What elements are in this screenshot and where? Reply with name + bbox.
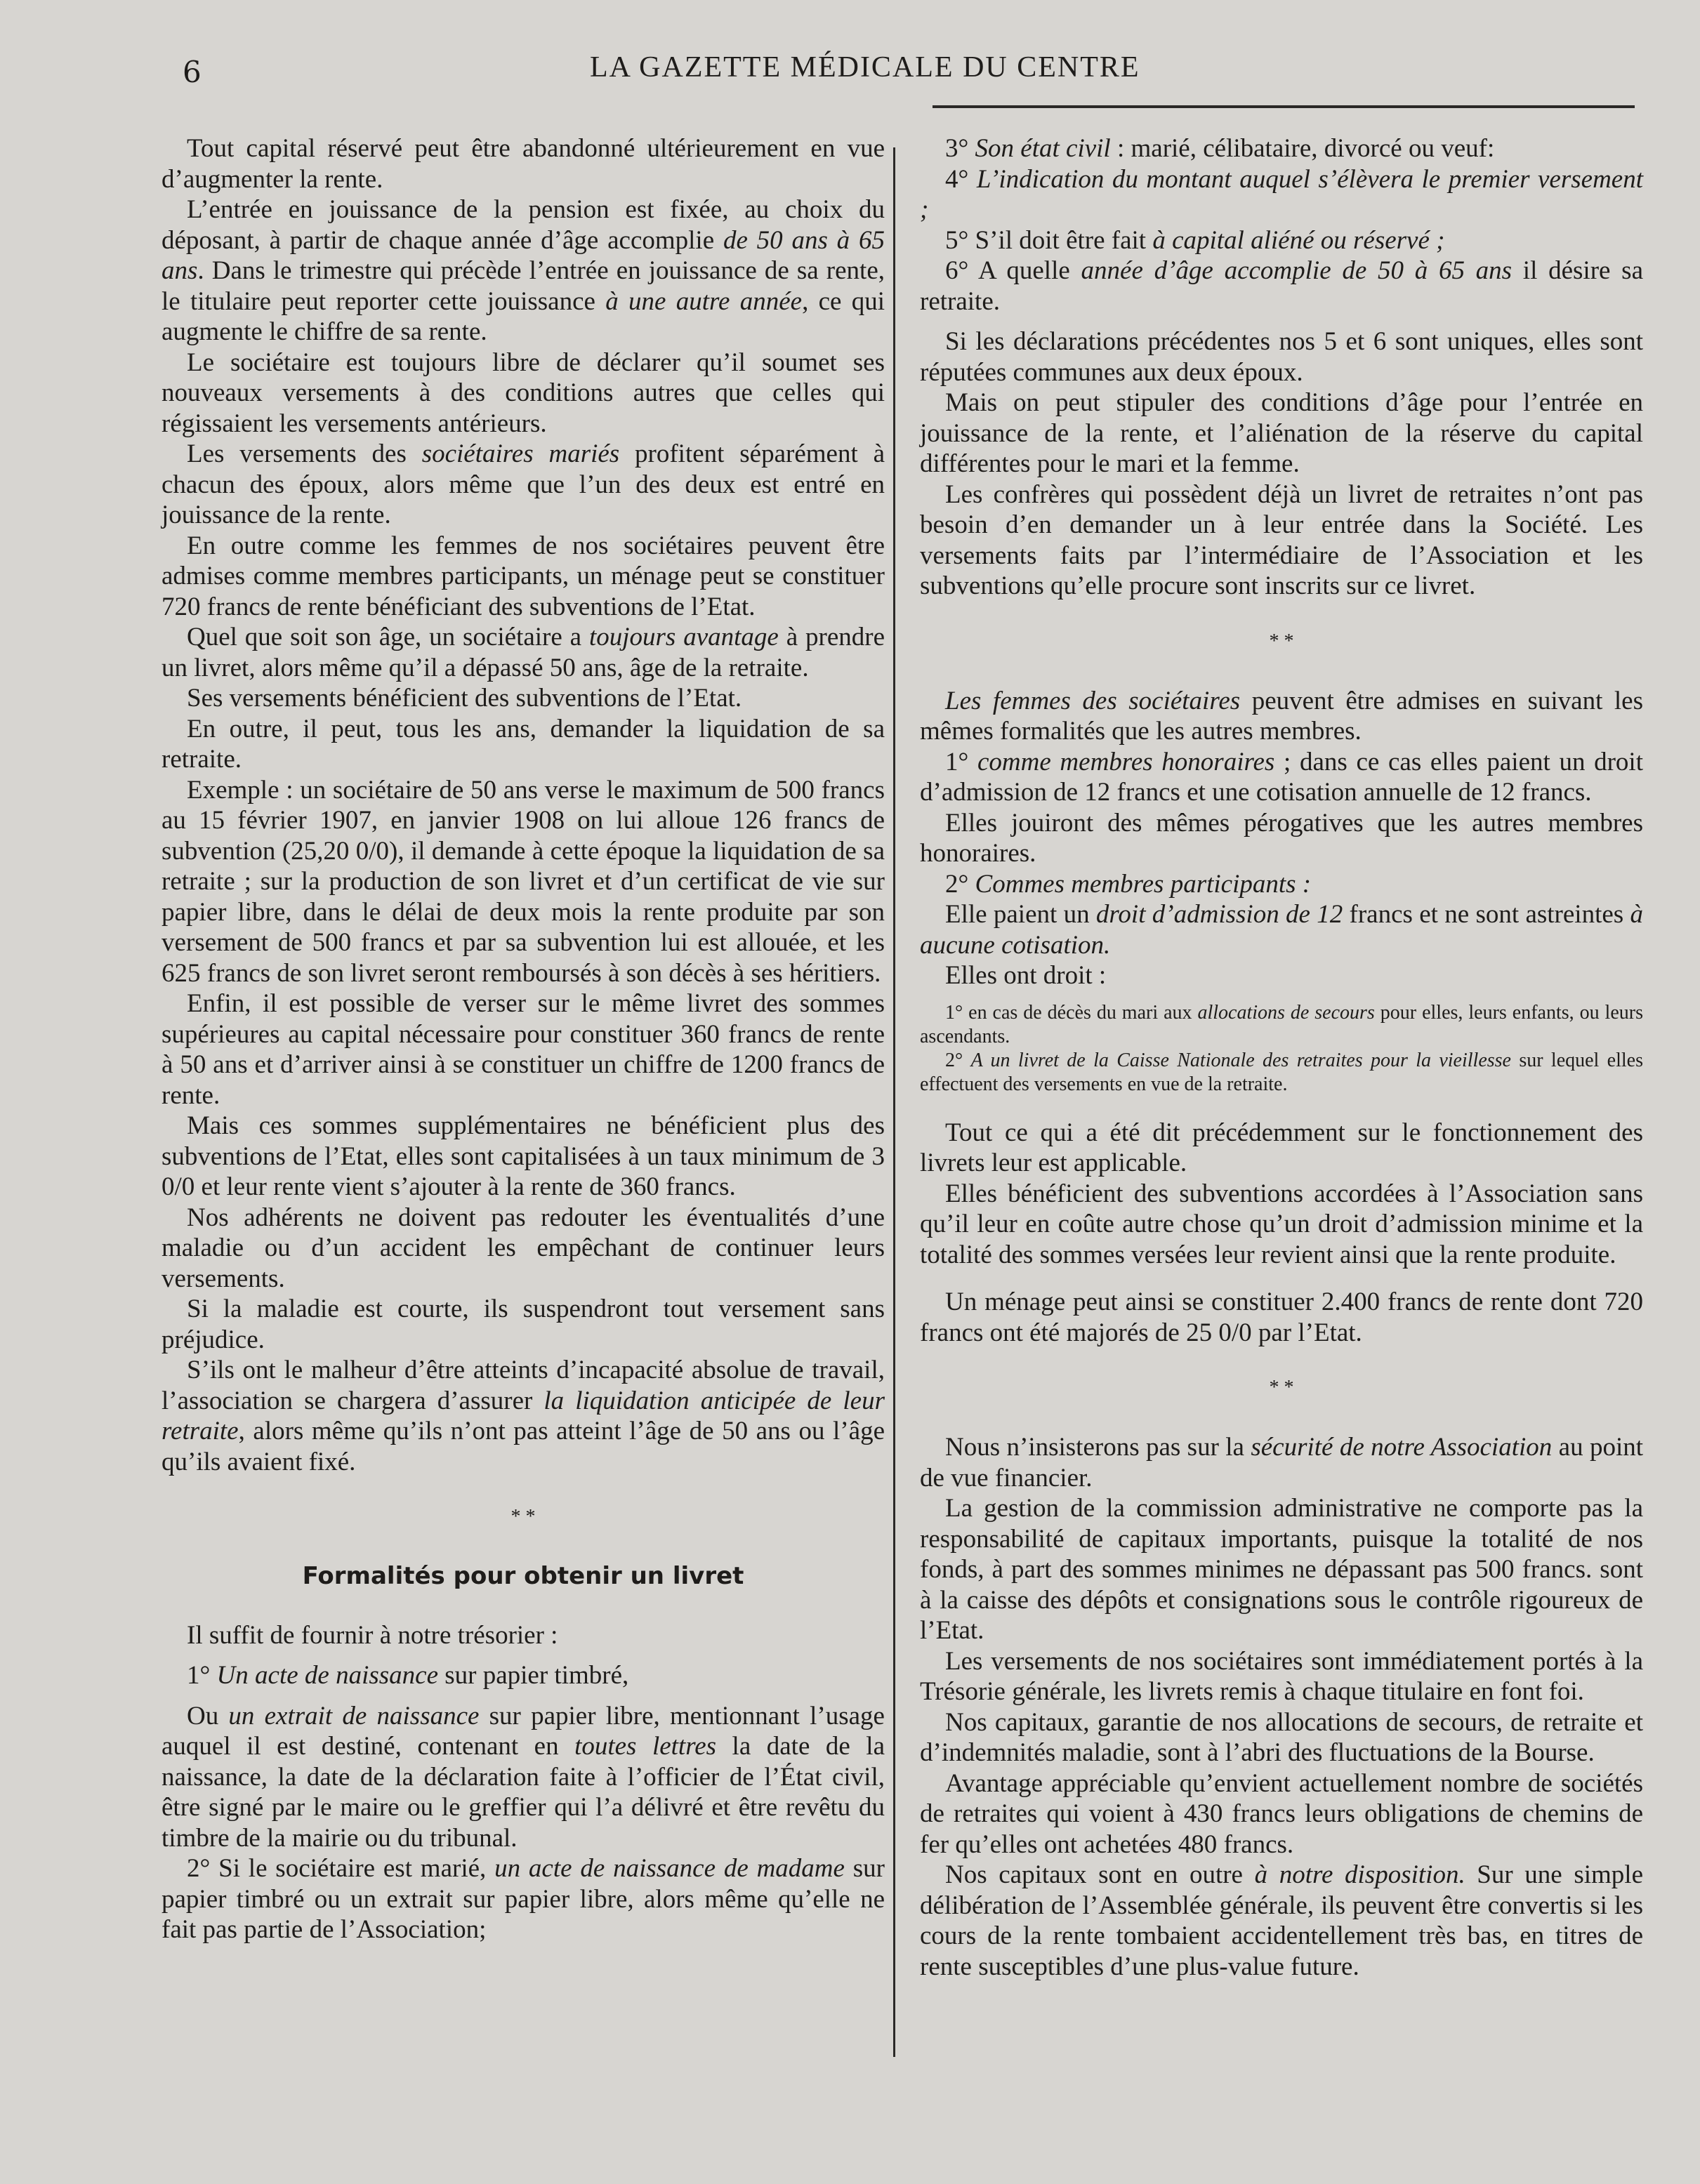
- paragraph: 6° A quelle année d’âge accomplie de 50 à 65 ans il désire sa retraite.: [920, 256, 1643, 316]
- section-separator: * *: [1269, 1377, 1294, 1398]
- paragraph: Elles bénéficient des subventions accordées à l’Association sans qu’il leur en coûte autre chose qu’un droit d’admission minime et la totalité des sommes versées leur revient ainsi que la rente produite.: [920, 1179, 1643, 1269]
- paragraph: Ou un extrait de naissance sur papier libre, mentionnant l’usage auquel il est destiné, contenant en toutes lettres la date de la naissance, la date de la déclaration faite à l’officier de l’État civil, être signé par le maire ou le greffier qui l’a délivré et être revêtu du timbre de la mairie ou du tribunal.: [162, 1701, 885, 1853]
- paragraph: Les confrères qui possèdent déjà un livret de retraites n’ont pas besoin d’en demander un à leur entrée dans la Société. Les versements faits par l’intermédiaire de l’Association et les subventions qu’elle procure sont inscrits sur ce livret.: [920, 479, 1643, 600]
- header-rule: [933, 105, 1635, 108]
- paragraph: Nos capitaux sont en outre à notre disposition. Sur une simple délibération de l’Assemblée générale, ils peuvent être convertis si les cours de la rente tombaient accidentellement très bas, en titres de rente susceptibles d’une plus-value future.: [920, 1860, 1643, 1981]
- paragraph: Mais on peut stipuler des conditions d’âge pour l’entrée en jouissance de la rente, et l’aliénation de la réserve du capital différentes pour le mari et la femme.: [920, 388, 1643, 478]
- paragraph: 4° L’indication du montant auquel s’élèvera le premier versement ;: [920, 164, 1643, 224]
- column-divider: [893, 147, 895, 2057]
- paragraph: En outre comme les femmes de nos sociétaires peuvent être admises comme membres participants, un ménage peut se constituer 720 francs de rente bénéficiant des subventions de l’Etat.: [162, 531, 885, 621]
- page-number: 6: [183, 55, 202, 89]
- paragraph: Nos adhérents ne doivent pas redouter les éventualités d’une maladie ou d’un accident les empêchant de continuer leurs versements.: [162, 1203, 885, 1293]
- paragraph: Il suffit de fournir à notre trésorier :: [187, 1620, 558, 1650]
- paragraph: Elle paient un droit d’admission de 12 francs et ne sont astreintes à aucune cotisation.: [920, 900, 1643, 960]
- paragraph: S’ils ont le malheur d’être atteints d’incapacité absolue de travail, l’association se chargera d’assurer la liquidation anticipée de leur retraite, alors même qu’ils n’ont pas atteint l’âge de 50 ans ou l’âge qu’ils avaient fixé.: [162, 1356, 885, 1476]
- paragraph: Les versements de nos sociétaires sont immédiatement portés à la Trésorie générale, les livrets remis à chaque titulaire en font foi.: [920, 1646, 1643, 1706]
- left-column: [162, 133, 885, 1945]
- paragraph: Quel que soit son âge, un sociétaire a toujours avantage à prendre un livret, alors même qu’il a dépassé 50 ans, âge de la retraite.: [162, 623, 885, 682]
- paragraph: Si les déclarations précédentes nos 5 et 6 sont uniques, elles sont réputées communes aux deux époux.: [920, 327, 1643, 387]
- running-title: LA GAZETTE MÉDICALE DU CENTRE: [590, 51, 1140, 84]
- paragraph: Un ménage peut ainsi se constituer 2.400 francs de rente dont 720 francs ont été majorés de 25 0/0 par l’Etat.: [920, 1288, 1643, 1347]
- paragraph: Elles jouiront des mêmes pérogatives que les autres membres honoraires.: [920, 808, 1643, 868]
- paragraph: Exemple : un sociétaire de 50 ans verse le maximum de 500 francs au 15 février 1907, en janvier 1908 on lui alloue 126 francs de subvention (25,20 0/0), il demande à cette époque la liquidation de sa retraite ; sur la production de son livret et d’un certificat de vie sur papier libre, dans le délai de deux mois la rente produite par son versement de 500 francs et par sa subvention lui est allouée, et les 625 francs de son livret seront remboursés à son décès à ses héritiers.: [162, 775, 885, 988]
- paragraph: Nous n’insisterons pas sur la sécurité de notre Association au point de vue financier.: [920, 1433, 1644, 1493]
- paragraph: 3° Son état civil : marié, célibataire, divorcé ou veuf:: [945, 134, 1495, 163]
- paragraph: La gestion de la commission administrative ne comporte pas la responsabilité de capitaux importants, puisque la totalité de nos fonds, à part des sommes minimes ne dépassant pas 500 francs. sont à la caisse des dépôts et consignations sous le contrôle rigoureux de l’Etat.: [920, 1494, 1643, 1645]
- page-header: [162, 49, 1531, 98]
- paragraph: Le sociétaire est toujours libre de déclarer qu’il soumet ses nouveaux versements à des conditions autres que celles qui régissaient les versements antérieurs.: [162, 348, 885, 438]
- paragraph: Si la maladie est courte, ils suspendront tout versement sans préjudice.: [162, 1295, 885, 1354]
- paragraph: 2° Si le sociétaire est marié, un acte de naissance de madame sur papier timbré ou un extrait sur papier libre, alors même qu’elle ne fait pas partie de l’Association;: [162, 1854, 885, 1944]
- paragraph: Nos capitaux, garantie de nos allocations de secours, de retraite et d’indemnités maladie, sont à l’abri des fluctuations de la Bourse.: [920, 1707, 1643, 1767]
- section-separator: * *: [1269, 630, 1294, 652]
- paragraph: En outre, il peut, tous les ans, demander la liquidation de sa retraite.: [162, 714, 885, 774]
- paragraph: L’entrée en jouissance de la pension est fixée, au choix du déposant, à partir de chaque année d’âge accomplie de 50 ans à 65 ans. Dans le trimestre qui précède l’entrée en jouissance de sa rente, le titulaire peut reporter cette jouissance à une autre année, ce qui augmente le chiffre de sa rente.: [162, 195, 885, 346]
- section-heading: Formalités pour obtenir un livret: [302, 1562, 744, 1590]
- paragraph: Les versements des sociétaires mariés profitent séparément à chacun des époux, alors même que l’un des deux est entré en jouissance de la rente.: [162, 439, 885, 529]
- right-column: [920, 133, 1643, 1982]
- paragraph: Elles ont droit :: [945, 961, 1107, 990]
- paragraph: Enfin, il est possible de verser sur le même livret des sommes supérieures au capital nécessaire pour constituer 360 francs de rente à 50 ans et d’arriver ainsi à se constituer un chiffre de 1200 francs de rente.: [162, 989, 885, 1110]
- paragraph: Les femmes des sociétaires peuvent être admises en suivant les mêmes formalités que les autres membres.: [920, 686, 1643, 746]
- small-paragraph: 2° A un livret de la Caisse Nationale des retraites pour la vieillesse sur lequel elles effectuent des versements en vue de la retraite.: [920, 1049, 1643, 1095]
- paragraph: Ses versements bénéficient des subventions de l’Etat.: [187, 684, 742, 713]
- paragraph: Avantage appréciable qu’envient actuellement nombre de sociétés de retraites qui voient à 430 francs leurs obligations de chemins de fer qu’elles ont achetées 480 francs.: [920, 1768, 1643, 1859]
- paragraph: 1° Un acte de naissance sur papier timbré,: [187, 1661, 629, 1690]
- paragraph: 2° Commes membres participants :: [945, 869, 1312, 899]
- paragraph: Tout ce qui a été dit précédemment sur le fonctionnement des livrets leur est applicable.: [920, 1118, 1643, 1177]
- small-paragraph: 1° en cas de décès du mari aux allocations de secours pour elles, leurs enfants, ou leurs ascendants.: [920, 1001, 1643, 1047]
- section-separator: * *: [510, 1506, 536, 1528]
- paragraph: 1° comme membres honoraires ; dans ce cas elles paient un droit d’admission de 12 francs et une cotisation annuelle de 12 francs.: [920, 747, 1643, 807]
- paragraph: Tout capital réservé peut être abandonné ultérieurement en vue d’augmenter la rente.: [162, 134, 885, 194]
- paragraph: Mais ces sommes supplémentaires ne bénéficient plus des subventions de l’Etat, elles sont capitalisées à un taux minimum de 3 0/0 et leur rente vient s’ajouter à la rente de 360 francs.: [162, 1111, 885, 1201]
- paragraph: 5° S’il doit être fait à capital aliéné ou réservé ;: [945, 225, 1445, 255]
